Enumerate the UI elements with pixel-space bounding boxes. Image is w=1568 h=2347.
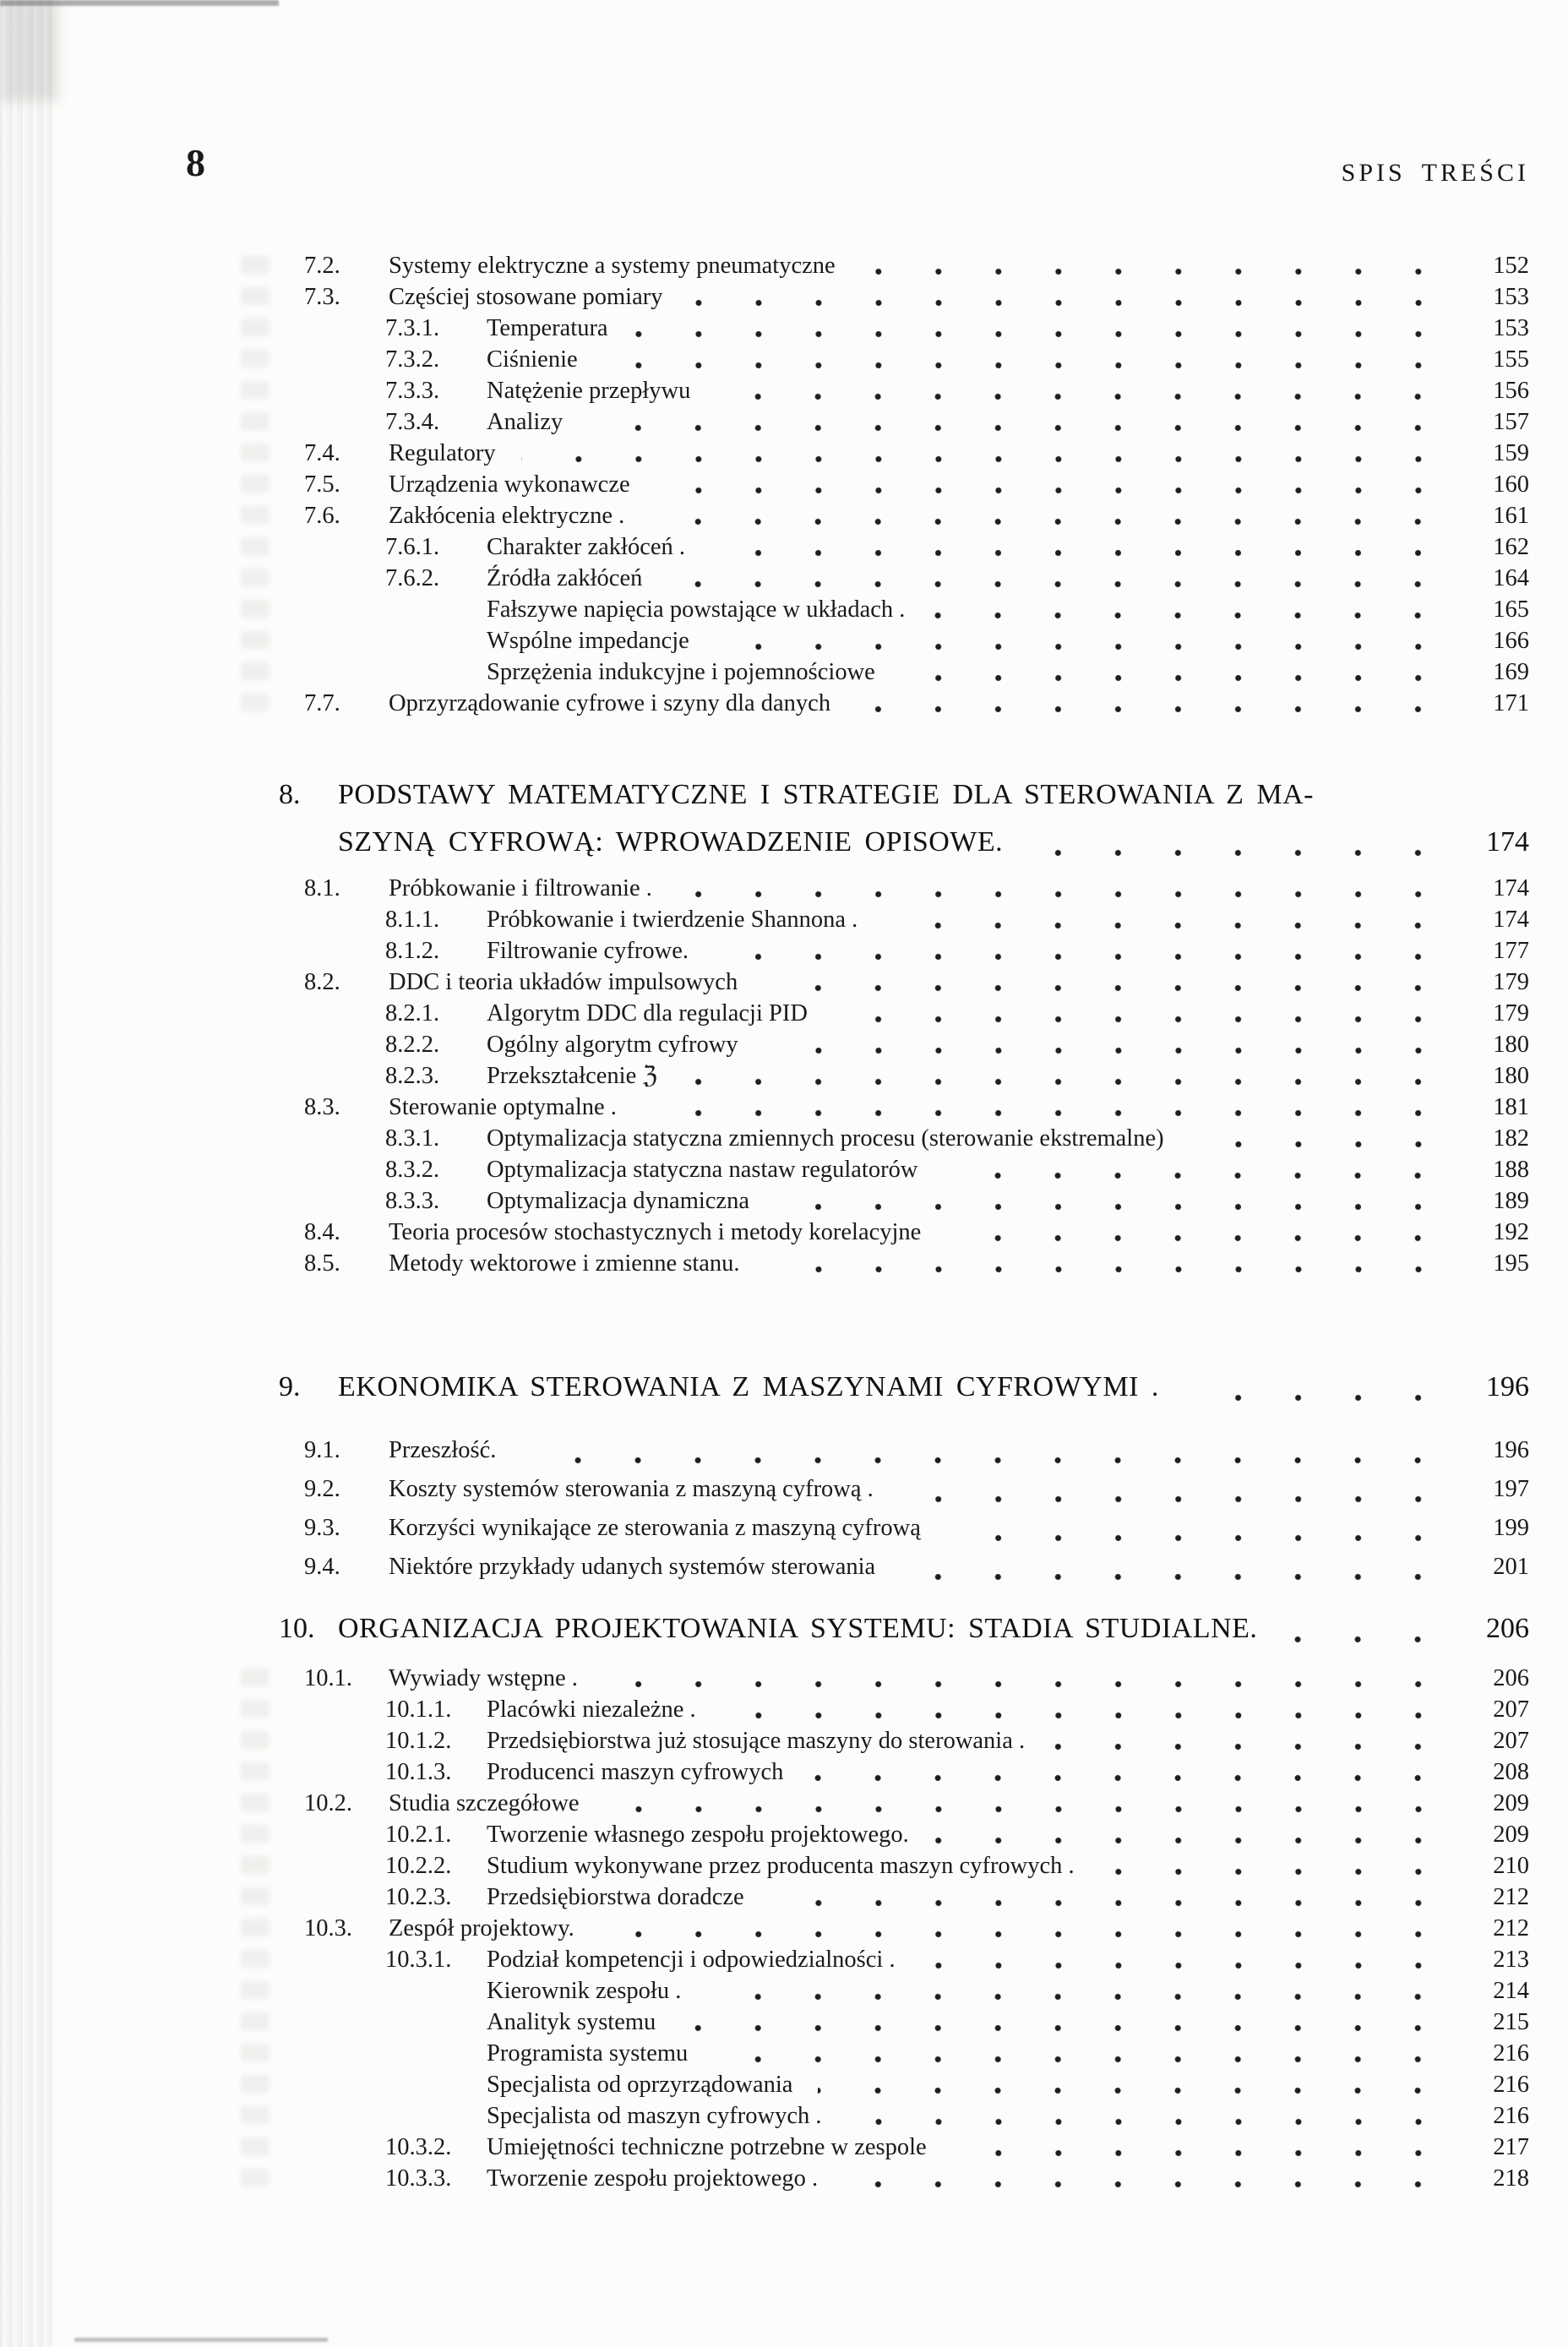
chapter-page: 174 (1486, 826, 1529, 858)
toc-entry (279, 1881, 1529, 1913)
chapter-heading-line (279, 819, 1529, 866)
toc-entry (279, 2069, 1529, 2100)
entry-page: 188 (1493, 1157, 1529, 1183)
entry-page: 199 (1493, 1515, 1529, 1541)
entry-title: Korzyści wynikające ze sterowania z maszyną cyfrową (389, 1515, 921, 1541)
entry-page: 213 (1493, 1947, 1529, 1973)
entry-title: Teoria procesów stochastycznych i metody korelacyjne (389, 1219, 922, 1245)
entry-page: 197 (1493, 1476, 1529, 1502)
entry-number: 8.2. (304, 969, 340, 995)
leader-dots (634, 330, 1448, 338)
entry-title: Temperatura (487, 315, 608, 341)
chapter-title: PODSTAWY MATEMATYCZNE I STRATEGIE DLA STEROWANIA Z MA- (338, 779, 1314, 810)
toc-entry (279, 1663, 1529, 1694)
chapter-heading (279, 1605, 1529, 1653)
entry-page: 161 (1493, 503, 1529, 529)
leader-dots (943, 1172, 1448, 1179)
scan-corner-shadow (0, 0, 59, 101)
entry-page: 189 (1493, 1188, 1529, 1214)
leader-dots (1190, 1141, 1448, 1148)
leader-dots (901, 674, 1448, 682)
chapter-number: 8. (279, 779, 301, 810)
toc-entry (279, 1548, 1529, 1587)
entry-page: 217 (1493, 2134, 1529, 2160)
leader-dots (775, 1203, 1448, 1211)
entry-page: 201 (1493, 1554, 1529, 1580)
leader-dots (861, 268, 1448, 275)
toc-entry (279, 2163, 1529, 2194)
toc-entry (279, 688, 1529, 719)
entry-page: 174 (1493, 875, 1529, 901)
entry-number: 8.2.1. (385, 1000, 440, 1026)
entry-number: 8.1.1. (385, 907, 440, 933)
entry-number: 10.1.2. (385, 1728, 452, 1754)
toc-entry (279, 625, 1529, 656)
toc-entry (279, 1154, 1529, 1185)
leader-dots (883, 922, 1448, 929)
leader-dots (706, 1993, 1448, 2001)
entry-title: Algorytm DDC dla regulacji PID (487, 1000, 808, 1026)
toc-entry (279, 1509, 1529, 1548)
entry-title: Próbkowanie i filtrowanie . (389, 875, 652, 901)
entry-number: 10.1.3. (385, 1759, 452, 1785)
entry-title: Systemy elektryczne a systemy pneumatyczne (389, 253, 836, 279)
entry-number: 7.3.2. (385, 346, 440, 373)
toc-entry (279, 998, 1529, 1029)
toc-entry (279, 1217, 1529, 1248)
leader-dots (715, 643, 1448, 651)
leader-dots (1028, 849, 1448, 857)
entry-number: 7.6.1. (385, 534, 440, 560)
entry-title: Zakłócenia elektryczne . (389, 503, 625, 529)
entry-title: Podział kompetencji i odpowiedzialności . (487, 1947, 896, 1973)
leader-dots (952, 2149, 1448, 2157)
entry-number: 7.2. (304, 253, 340, 279)
scan-edge-band (0, 0, 52, 2347)
entry-page: 218 (1493, 2165, 1529, 2192)
entry-page: 165 (1493, 596, 1529, 623)
entry-title: Ciśnienie (487, 346, 578, 373)
toc-entry (279, 1725, 1529, 1756)
entry-title: Optymalizacja statyczna nastaw regulatorów (487, 1157, 918, 1183)
entry-page: 214 (1493, 1978, 1529, 2004)
leader-dots (716, 393, 1448, 400)
entry-number: 8.1.2. (385, 938, 440, 964)
toc-entry (279, 1694, 1529, 1725)
entry-number: 10.1.1. (385, 1696, 452, 1723)
leader-dots (650, 518, 1448, 525)
entry-title: Sterowanie optymalne . (389, 1094, 617, 1120)
toc-entry (279, 967, 1529, 998)
entry-title: Studium wykonywane przez producenta maszyn cyfrowych . (487, 1853, 1075, 1879)
toc-entry (279, 500, 1529, 531)
leader-dots (714, 953, 1448, 961)
leader-dots (710, 549, 1448, 557)
entry-title: Specjalista od maszyn cyfrowych . (487, 2103, 822, 2129)
entry-number: 10.2.2. (385, 1853, 452, 1879)
leader-dots (946, 1534, 1448, 1542)
entry-title: Filtrowanie cyfrowe. (487, 938, 689, 964)
entry-title: Częściej stosowane pomiary (389, 284, 663, 310)
chapter-heading (279, 1364, 1529, 1411)
leader-dots (713, 2056, 1448, 2063)
entry-number: 7.3.4. (385, 409, 440, 435)
leader-dots (521, 1457, 1448, 1464)
entry-page: 216 (1493, 2040, 1529, 2067)
entry-title: Specjalista od oprzyrządowania (487, 2072, 793, 2098)
toc-entry (279, 1029, 1529, 1060)
chapter-title: ORGANIZACJA PROJEKTOWANIA SYSTEMU: STADIA STUDIALNE. (338, 1613, 1258, 1644)
entry-number: 9.3. (304, 1515, 340, 1541)
entry-page: 166 (1493, 628, 1529, 654)
toc-entry (279, 531, 1529, 563)
entry-page: 208 (1493, 1759, 1529, 1785)
entry-number: 8.2.2. (385, 1032, 440, 1058)
entry-page: 179 (1493, 1000, 1529, 1026)
entry-title: Regulatory (389, 440, 496, 466)
entry-number: 10.2.3. (385, 1884, 452, 1910)
entry-title: Ogólny algorytm cyfrowy (487, 1032, 738, 1058)
leader-dots (1050, 1743, 1448, 1751)
entry-page: 207 (1493, 1696, 1529, 1723)
leader-dots (770, 1899, 1448, 1907)
toc-entry (279, 313, 1529, 344)
toc-entry (279, 344, 1529, 375)
page-number: 8 (186, 141, 206, 184)
leader-dots (856, 705, 1448, 713)
entry-title: Programista systemu (487, 2040, 689, 2067)
entry-number: 9.2. (304, 1476, 340, 1502)
toc-entry (279, 1431, 1529, 1470)
chapter-title: EKONOMIKA STEROWANIA Z MASZYNAMI CYFROWYMI . (338, 1371, 1159, 1402)
entry-number: 8.5. (304, 1250, 340, 1277)
leader-dots (765, 1266, 1448, 1273)
entry-number: 10.3. (304, 1915, 352, 1941)
leader-dots (1100, 1868, 1448, 1876)
entry-title: Studia szczegółowe (389, 1790, 580, 1816)
toc-entry (279, 375, 1529, 406)
leader-dots (689, 299, 1449, 307)
leader-dots (1282, 1636, 1448, 1643)
toc-entry (279, 250, 1529, 281)
chapter-title: SZYNĄ CYFROWĄ: WPROWADZENIE OPISOWE. (338, 826, 1004, 858)
toc-entry (279, 1470, 1529, 1509)
chapter-heading-line (279, 771, 1529, 819)
leader-dots (681, 2024, 1448, 2032)
toc-entry (279, 281, 1529, 313)
toc-entry (279, 2100, 1529, 2132)
leader-dots (934, 1837, 1448, 1844)
entry-page: 174 (1493, 907, 1529, 933)
entry-page: 209 (1493, 1822, 1529, 1848)
entry-number: 7.6.2. (385, 565, 440, 591)
toc-entry (279, 594, 1529, 625)
entry-page: 181 (1493, 1094, 1529, 1120)
entry-page: 159 (1493, 440, 1529, 466)
entry-page: 152 (1493, 253, 1529, 279)
entry-page: 216 (1493, 2072, 1529, 2098)
entry-page: 212 (1493, 1915, 1529, 1941)
entry-title: Optymalizacja statyczna zmiennych procesu (sterowanie ekstremalne) (487, 1125, 1164, 1152)
entry-page: 169 (1493, 659, 1529, 685)
toc-entry (279, 406, 1529, 438)
toc-entry (279, 2132, 1529, 2163)
toc-entry (279, 1060, 1529, 1092)
entry-title: Producenci maszyn cyfrowych (487, 1759, 784, 1785)
scan-top-edge (0, 0, 279, 6)
entry-number: 8.3. (304, 1094, 340, 1120)
entry-number: 10.3.2. (385, 2134, 452, 2160)
entry-title: Fałszywe napięcia powstające w układach . (487, 596, 906, 623)
entry-title: Placówki niezależne . (487, 1696, 696, 1723)
entry-page: 209 (1493, 1790, 1529, 1816)
entry-page: 210 (1493, 1853, 1529, 1879)
leader-dots (678, 890, 1448, 898)
toc-entry (279, 904, 1529, 935)
entry-page: 179 (1493, 969, 1529, 995)
leader-dots (899, 1495, 1448, 1503)
entry-title: Wspólne impedancje (487, 628, 689, 654)
entry-page: 153 (1493, 284, 1529, 310)
entry-title: Umiejętności techniczne potrzebne w zespole (487, 2134, 927, 2160)
entry-page: 195 (1493, 1250, 1529, 1277)
leader-dots (763, 984, 1448, 992)
leader-dots (847, 2118, 1448, 2126)
toc-entry (279, 1944, 1529, 1975)
entry-title: Charakter zakłóceń . (487, 534, 685, 560)
chapter-page: 196 (1486, 1371, 1529, 1402)
entry-title: Analizy (487, 409, 564, 435)
leader-dots (764, 1047, 1448, 1054)
chapter-heading-line (279, 1605, 1529, 1653)
toc-entry (279, 1756, 1529, 1788)
entry-number: 8.3.2. (385, 1157, 440, 1183)
chapter-heading (279, 771, 1529, 866)
leader-dots (603, 362, 1448, 369)
entry-number: 10.3.3. (385, 2165, 452, 2192)
entry-number: 9.1. (304, 1437, 340, 1463)
leader-dots (721, 1712, 1448, 1719)
toc-entry (279, 1788, 1529, 1819)
entry-title: Źródła zakłóceń (487, 565, 643, 591)
entry-title: Koszty systemów sterowania z maszyną cyfrową . (389, 1476, 874, 1502)
entry-title: Analityk systemu (487, 2009, 656, 2035)
leader-dots (1184, 1394, 1448, 1402)
toc-entry (279, 2007, 1529, 2038)
entry-page: 206 (1493, 1665, 1529, 1691)
toc-entry (279, 469, 1529, 500)
leader-dots (683, 1078, 1448, 1086)
entry-title: Natężenie przepływu (487, 378, 691, 404)
entry-page: 156 (1493, 378, 1529, 404)
leader-dots (521, 455, 1448, 463)
entry-number: 7.3.1. (385, 315, 440, 341)
toc-entry (279, 1185, 1529, 1217)
entry-number: 7.3.3. (385, 378, 440, 404)
entry-page: 215 (1493, 2009, 1529, 2035)
entry-page: 153 (1493, 315, 1529, 341)
entry-page: 192 (1493, 1219, 1529, 1245)
chapter-page: 206 (1486, 1613, 1529, 1644)
entry-title: Próbkowanie i twierdzenie Shannona . (487, 907, 858, 933)
entry-title: Optymalizacja dynamiczna (487, 1188, 749, 1214)
toc-section (279, 771, 1529, 1279)
leader-dots (588, 424, 1448, 432)
toc-section (279, 1605, 1529, 2194)
entry-title: Wywiady wstępne . (389, 1665, 578, 1691)
toc-entry (279, 1913, 1529, 1944)
toc-entry (279, 1123, 1529, 1154)
entry-page: 207 (1493, 1728, 1529, 1754)
header-title: SPIS TREŚCI (1341, 159, 1529, 187)
chapter-number: 9. (279, 1371, 301, 1402)
entry-title: DDC i teoria układów impulsowych (389, 969, 738, 995)
leader-dots (642, 1109, 1448, 1117)
toc-entry (279, 1819, 1529, 1850)
entry-number: 10.1. (304, 1665, 352, 1691)
entry-page: 164 (1493, 565, 1529, 591)
leader-dots (818, 2087, 1448, 2094)
leader-dots (901, 1573, 1448, 1581)
entry-title: Kierownik zespołu . (487, 1978, 682, 2004)
entry-page: 196 (1493, 1437, 1529, 1463)
leader-dots (667, 580, 1448, 588)
toc-entry (279, 438, 1529, 469)
entry-number: 7.7. (304, 690, 340, 716)
toc-section (279, 250, 1529, 719)
entry-number: 7.4. (304, 440, 340, 466)
entry-title: Tworzenie własnego zespołu projektowego. (487, 1822, 909, 1848)
entry-number: 7.3. (304, 284, 340, 310)
leader-dots (656, 487, 1448, 494)
entry-page: 160 (1493, 471, 1529, 498)
leader-dots (808, 1774, 1448, 1782)
entry-number: 9.4. (304, 1554, 340, 1580)
toc-entry (279, 656, 1529, 688)
entry-number: 10.2.1. (385, 1822, 452, 1848)
entry-title: Tworzenie zespołu projektowego . (487, 2165, 819, 2192)
entry-title: Przeszłość. (389, 1437, 497, 1463)
entry-number: 8.1. (304, 875, 340, 901)
entry-title: Zespół projektowy. (389, 1915, 574, 1941)
entry-number: 7.6. (304, 503, 340, 529)
entry-page: 180 (1493, 1063, 1529, 1089)
entry-title: Metody wektorowe i zmienne stanu. (389, 1250, 740, 1277)
toc-entry (279, 1248, 1529, 1279)
chapter-number: 10. (279, 1613, 315, 1644)
toc-entry (279, 563, 1529, 594)
toc-entry (279, 1975, 1529, 2007)
entry-page: 155 (1493, 346, 1529, 373)
chapter-heading-line (279, 1364, 1529, 1411)
leader-dots (605, 1805, 1448, 1813)
entry-page: 162 (1493, 534, 1529, 560)
entry-title: Oprzyrządowanie cyfrowe i szyny dla danych (389, 690, 831, 716)
entry-page: 177 (1493, 938, 1529, 964)
entry-title: Przedsiębiorstwa doradcze (487, 1884, 744, 1910)
entry-number: 10.3.1. (385, 1947, 452, 1973)
entry-number: 8.3.3. (385, 1188, 440, 1214)
entry-page: 180 (1493, 1032, 1529, 1058)
leader-dots (930, 612, 1448, 619)
toc-entry (279, 1850, 1529, 1881)
entry-page: 182 (1493, 1125, 1529, 1152)
scan-bottom-edge (74, 2338, 328, 2342)
leader-dots (843, 2181, 1448, 2188)
entry-title: Przekształcenie ℨ (487, 1063, 657, 1089)
leader-dots (946, 1234, 1448, 1242)
entry-title: Przedsiębiorstwa już stosujące maszyny do sterowania . (487, 1728, 1026, 1754)
entry-title: Niektóre przykłady udanych systemów sterowania (389, 1554, 876, 1580)
leader-dots (833, 1016, 1448, 1023)
entry-page: 212 (1493, 1884, 1529, 1910)
toc-entry (279, 935, 1529, 967)
entry-number: 10.2. (304, 1790, 352, 1816)
entry-number: 8.4. (304, 1219, 340, 1245)
entry-number: 8.3.1. (385, 1125, 440, 1152)
leader-dots (921, 1962, 1448, 1969)
entry-number: 8.2.3. (385, 1063, 440, 1089)
leader-dots (603, 1680, 1448, 1688)
toc-entry (279, 1092, 1529, 1123)
entry-page: 216 (1493, 2103, 1529, 2129)
toc-entry (279, 2038, 1529, 2069)
toc-section (279, 1364, 1529, 1587)
toc-entry (279, 873, 1529, 904)
toc (279, 250, 1529, 2194)
entry-number: 7.5. (304, 471, 340, 498)
entry-title: Sprzężenia indukcyjne i pojemnościowe (487, 659, 875, 685)
entry-page: 157 (1493, 409, 1529, 435)
entry-page: 171 (1493, 690, 1529, 716)
leader-dots (600, 1930, 1448, 1938)
entry-title: Urządzenia wykonawcze (389, 471, 630, 498)
